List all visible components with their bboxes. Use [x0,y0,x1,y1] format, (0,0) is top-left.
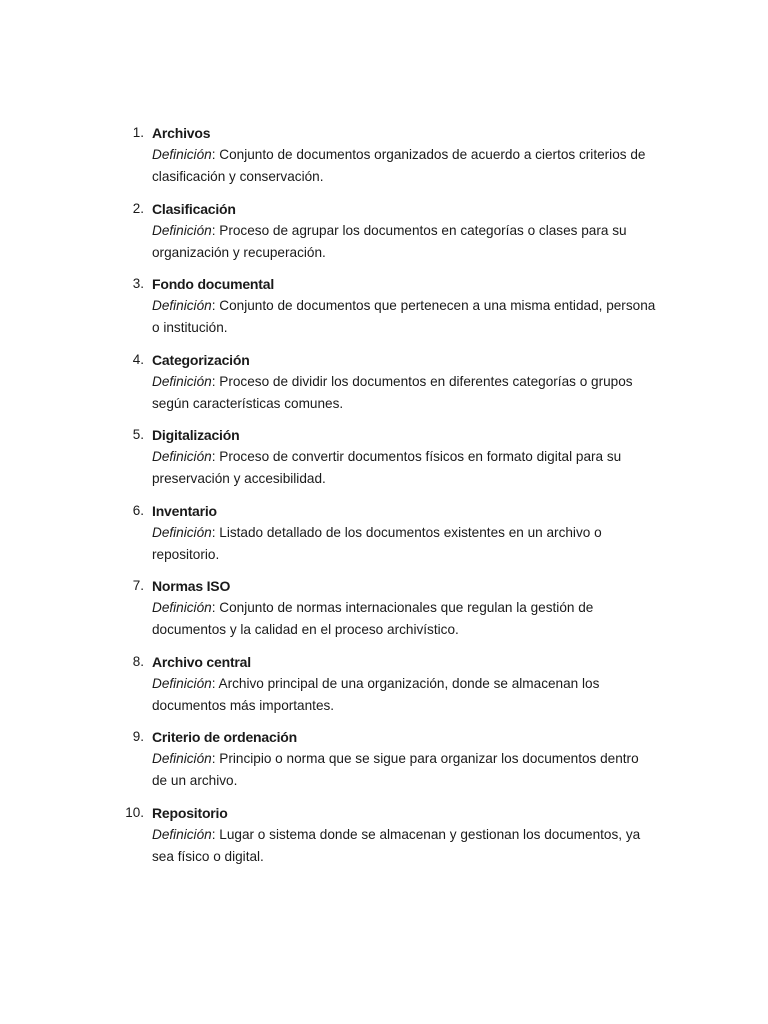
term-title: Archivos [152,125,211,141]
definition-text: Definición: Archivo principal de una organización, donde se almacenan los documentos más importantes. [152,675,600,713]
definition-text: Definición: Conjunto de normas internacionales que regulan la gestión de documentos y la calidad en el proceso archivístico. [152,600,594,637]
item-number: 10. [125,804,144,820]
definition-body: Lugar o sistema donde se almacenan y gestionan los documentos, ya sea físico o digital. [152,826,641,864]
term-title: Criterio de ordenación [152,729,297,745]
term-title: Inventario [152,502,217,519]
definition-label: Definición [152,373,212,389]
definition-list [116,123,656,878]
definition-body: Conjunto de normas internacionales que regulan la gestión de documentos y la calidad en el proceso archivístico. [152,600,594,637]
item-number: 5. [132,427,144,442]
item-number: 4. [132,351,144,367]
list-item [116,123,656,188]
definition-body: Proceso de dividir los documentos en diferentes categorías o grupos según características comunes. [152,373,633,411]
definition-label: Definición [152,600,212,615]
item-number: 2. [132,200,144,216]
term-title: Normas ISO [152,578,231,594]
list-item [116,501,656,566]
definition-body: Proceso de convertir documentos físicos en formato digital para su preservación y accesibilidad. [152,449,622,486]
term-title: Clasificación [152,200,236,217]
definition-body: Archivo principal de una organización, donde se almacenan los documentos más importantes. [152,675,600,713]
list-item [116,274,656,339]
definition-label: Definición [152,675,212,691]
definition-label: Definición [152,147,212,162]
definition-label: Definición [152,449,212,464]
list-item [116,350,656,415]
definition-body: Listado detallado de los documentos existentes en un archivo o repositorio. [152,524,602,562]
definition-body: Conjunto de documentos que pertenecen a una misma entidad, persona o institución. [152,298,656,335]
list-item [116,199,656,264]
definition-text: Definición: Proceso de convertir documentos físicos en formato digital para su preservación y accesibilidad. [152,449,622,486]
definition-text: Definición: Conjunto de documentos que pertenecen a una misma entidad, persona o institución. [152,298,656,335]
list-item [116,727,656,792]
definition-label: Definición [152,524,212,540]
definition-body: Principio o norma que se sigue para organizar los documentos dentro de un archivo. [152,751,639,788]
definition-label: Definición [152,826,212,842]
term-title: Repositorio [152,804,228,821]
item-number: 6. [132,502,144,518]
list-item [116,425,656,490]
term-title: Archivo central [152,653,251,670]
item-number: 8. [132,653,144,669]
list-item [116,803,656,868]
term-title: Digitalización [152,427,240,443]
item-number: 9. [132,729,144,744]
definition-text: Definición: Principio o norma que se sigue para organizar los documentos dentro de un archivo. [152,751,639,788]
term-title: Categorización [152,351,250,368]
list-item [116,652,656,717]
item-number: 7. [132,578,144,593]
item-number: 1. [132,125,144,140]
definition-text: Definición: Listado detallado de los documentos existentes en un archivo o repositorio. [152,524,602,562]
list-item [116,576,656,641]
definition-label: Definición [152,751,212,766]
definition-text: Definición: Lugar o sistema donde se almacenan y gestionan los documentos, ya sea físico o digital. [152,826,641,864]
definition-label: Definición [152,298,212,313]
definition-body: Conjunto de documentos organizados de acuerdo a ciertos criterios de clasificación y conservación. [152,147,646,184]
item-number: 3. [132,276,144,291]
definition-body: Proceso de agrupar los documentos en categorías o clases para su organización y recuperación. [152,222,627,260]
definition-text: Definición: Proceso de agrupar los documentos en categorías o clases para su organización y recuperación. [152,222,627,260]
definition-text: Definición: Conjunto de documentos organizados de acuerdo a ciertos criterios de clasificación y conservación. [152,147,646,184]
definition-label: Definición [152,222,212,238]
term-title: Fondo documental [152,276,275,292]
definition-text: Definición: Proceso de dividir los documentos en diferentes categorías o grupos según características comunes. [152,373,633,411]
